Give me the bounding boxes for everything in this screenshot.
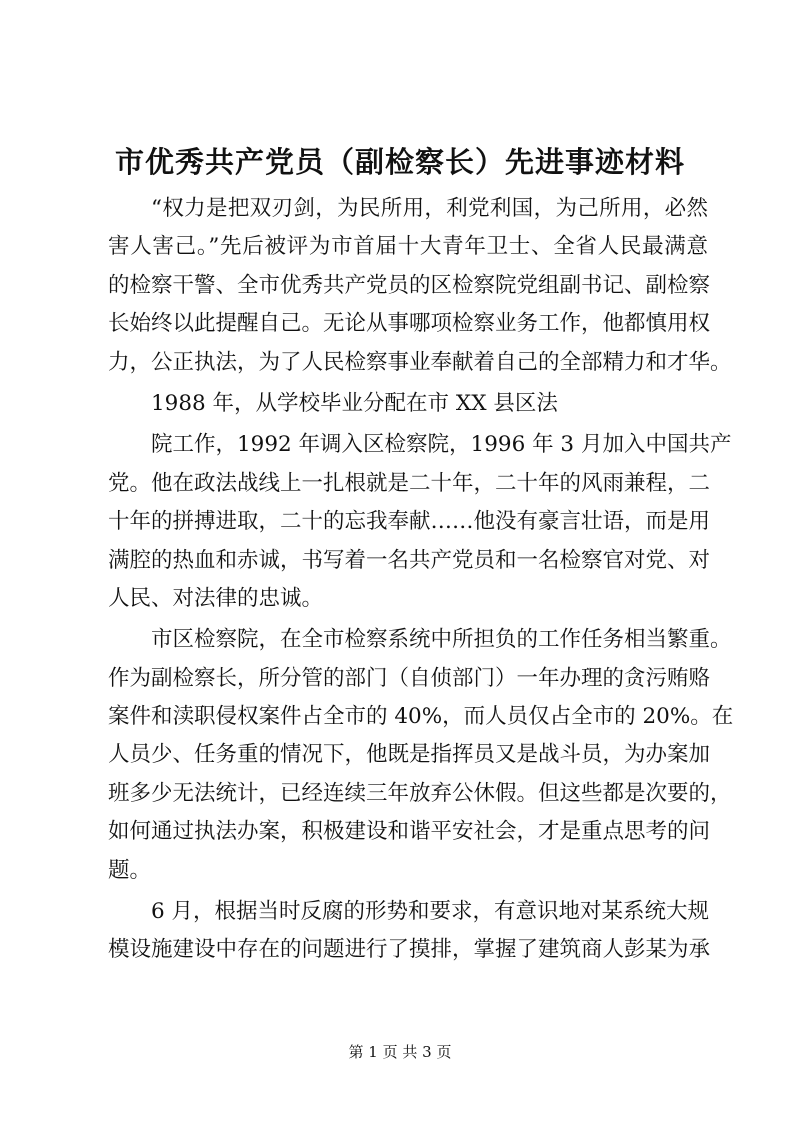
text-line: 长始终以此提醒自己。无论从事哪项检察业务工作，他都慎用权	[108, 311, 711, 337]
text-line: 的检察干警、全市优秀共产党员的区检察院党组副书记、副检察	[108, 272, 711, 298]
text-line: 班多少无法统计，已经连续三年放弃公休假。但这些都是次要的，	[108, 780, 732, 806]
text-line: 满腔的热血和赤诚，书写着一名共产党员和一名检察官对党、对	[108, 547, 711, 573]
text-line: 市区检察院，在全市检察系统中所担负的工作任务相当繁重。	[151, 627, 732, 653]
text-line: 1988 年，从学校毕业分配在市 XX 县区法	[151, 390, 558, 416]
text-line: 题。	[108, 857, 152, 883]
page-footer: 第 1 页 共 3 页	[348, 1043, 452, 1061]
text-line: 案件和渎职侵权案件占全市的 40%，而人员仅占全市的 20%。在	[108, 704, 734, 730]
text-line: 人民、对法律的忠诚。	[108, 585, 324, 611]
paragraph-1	[108, 190, 732, 382]
text-line: 作为副检察长，所分管的部门（自侦部门）一年办理的贪污贿赂	[108, 665, 711, 691]
text-line: “权力是把双刃剑，为民所用，利党利国，为己所用，必然	[151, 196, 708, 221]
text-line: 力，公正执法，为了人民检察事业奉献着自己的全部精力和才华。	[108, 349, 732, 375]
text-line: 党。他在政法战线上一扎根就是二十年，二十年的风雨兼程，二	[108, 470, 711, 496]
document-body	[108, 190, 734, 970]
text-line: 院工作，1992 年调入区检察院，1996 年 3 月加入中国共产	[151, 432, 732, 458]
document-title: 市优秀共产党员（副检察长）先进事迹材料	[114, 145, 685, 179]
paragraph-4	[108, 621, 734, 890]
text-line: 害人害己。”先后被评为市首届十大青年卫士、全省人民最满意	[108, 234, 708, 260]
text-line: 十年的拼搏进取，二十的忘我奉献……他没有豪言壮语，而是用	[108, 509, 711, 535]
text-line: 如何通过执法办案，积极建设和谐平安社会，才是重点思考的问	[108, 819, 711, 845]
text-line: 人员少、任务重的情况下，他既是指挥员又是战斗员，为办案加	[108, 742, 711, 768]
text-line: 模设施建设中存在的问题进行了摸排，掌握了建筑商人彭某为承	[108, 937, 711, 963]
text-line: 6 月，根据当时反腐的形势和要求，有意识地对某系统大规	[151, 899, 710, 925]
paragraph-3	[108, 426, 732, 618]
paragraph-2	[108, 385, 708, 423]
paragraph-5	[108, 893, 711, 970]
